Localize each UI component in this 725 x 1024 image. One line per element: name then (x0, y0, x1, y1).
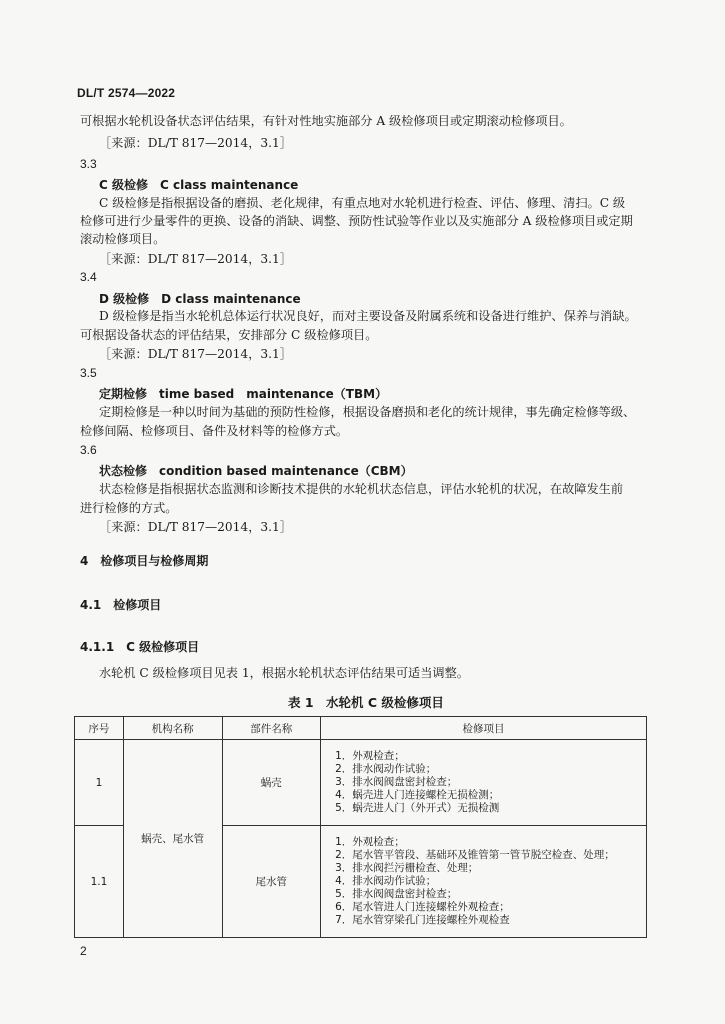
clause-number: 3.6 (80, 443, 97, 457)
paragraph: 水轮机 C 级检修项目见表 1，根据水轮机状态评估结果可适当调整。 (99, 666, 469, 680)
paragraph-line: 滚动检修项目。 (80, 232, 166, 246)
paragraph-line: 定期检修是一种以时间为基础的预防性检修，根据设备磨损和老化的统计规律，事先确定检修等级、 (99, 405, 636, 419)
document-header-number: DL/T 2574—2022 (77, 86, 176, 100)
table-row (75, 740, 647, 826)
maintenance-items-table (74, 716, 647, 938)
paragraph: 可根据水轮机设备状态评估结果，有针对性地实施部分 A 级检修项目或定期滚动检修项目。 (80, 114, 572, 128)
list-item: 3．排水阀拦污栅检查、处理； (335, 862, 479, 874)
list-item: 2．尾水管平管段、基础环及锥管第一管节脱空检查、处理； (335, 849, 615, 861)
list-item: 5．蜗壳进人门（外开式）无损检测 (335, 802, 500, 814)
page-number: 2 (80, 944, 87, 958)
header-mechanism: 机构名称 (123, 717, 222, 740)
paragraph-line: D 级检修是指当水轮机总体运行状况良好，而对主要设备及附属系统和设备进行维护、保养与消缺。 (99, 309, 637, 323)
subsubsection-heading: 4.1.1 C 级检修项目 (80, 640, 200, 654)
list-item: 1．外观检查； (335, 836, 405, 848)
cell-items (321, 826, 647, 938)
cell-component: 尾水管 (222, 826, 321, 938)
list-item: 6．尾水管进人门连接螺栓外观检查； (335, 901, 510, 913)
list-item: 4．排水阀动作试验； (335, 875, 437, 887)
source-citation: ［来源：DL/T 817—2014，3.1］ (99, 347, 292, 361)
term-title: 定期检修 time based maintenance（TBM） (99, 387, 388, 401)
paragraph-line: C 级检修是指根据设备的磨损、老化规律，有重点地对水轮机进行检查、评估、修理、清扫。C 级 (99, 196, 626, 210)
table-header-row (75, 717, 647, 740)
clause-number: 3.4 (80, 270, 97, 284)
paragraph-line: 进行检修的方式。 (80, 501, 178, 515)
cell-component: 蜗壳 (222, 740, 321, 826)
header-component: 部件名称 (222, 717, 321, 740)
term-title: C 级检修 C class maintenance (99, 178, 299, 192)
cell-seq: 1 (75, 740, 124, 826)
paragraph-line: 检修间隔、检修项目、备件及材料等的检修方式。 (80, 424, 349, 438)
section-heading: 4 检修项目与检修周期 (80, 554, 209, 568)
term-title: 状态检修 condition based maintenance（CBM） (99, 464, 413, 478)
cell-seq: 1.1 (75, 826, 124, 938)
list-item: 2．排水阀动作试验； (335, 763, 437, 775)
cell-mechanism: 蜗壳、尾水管 (123, 740, 222, 938)
list-item: 4．蜗壳进人门连接螺栓无损检测； (335, 789, 500, 801)
paragraph-line: 状态检修是指根据状态监测和诊断技术提供的水轮机状态信息，评估水轮机的状况，在故障发生前 (99, 482, 624, 496)
header-items: 检修项目 (321, 717, 647, 740)
term-title: D 级检修 D class maintenance (99, 292, 301, 306)
list-item: 7．尾水管穿梁孔门连接螺栓外观检查 (335, 914, 510, 926)
subsection-heading: 4.1 检修项目 (80, 598, 162, 612)
header-seq: 序号 (75, 717, 124, 740)
source-citation: ［来源：DL/T 817—2014，3.1］ (99, 252, 292, 266)
list-item: 3．排水阀阀盘密封检查； (335, 776, 458, 788)
source-citation: ［来源：DL/T 817—2014，3.1］ (99, 520, 292, 534)
source-citation: ［来源：DL/T 817—2014，3.1］ (99, 136, 292, 150)
list-item: 5．排水阀阀盘密封检查； (335, 888, 458, 900)
cell-items (321, 740, 647, 826)
list-item: 1．外观检查； (335, 750, 405, 762)
clause-number: 3.5 (80, 366, 97, 380)
table-caption: 表 1 水轮机 C 级检修项目 (288, 695, 444, 710)
paragraph-line: 可根据设备状态的评估结果，安排部分 C 级检修项目。 (80, 328, 378, 342)
clause-number: 3.3 (80, 157, 97, 171)
paragraph-line: 检修可进行少量零件的更换、设备的消缺、调整、预防性试验等作业以及实施部分 A 级检修项目或定期 (80, 214, 633, 228)
